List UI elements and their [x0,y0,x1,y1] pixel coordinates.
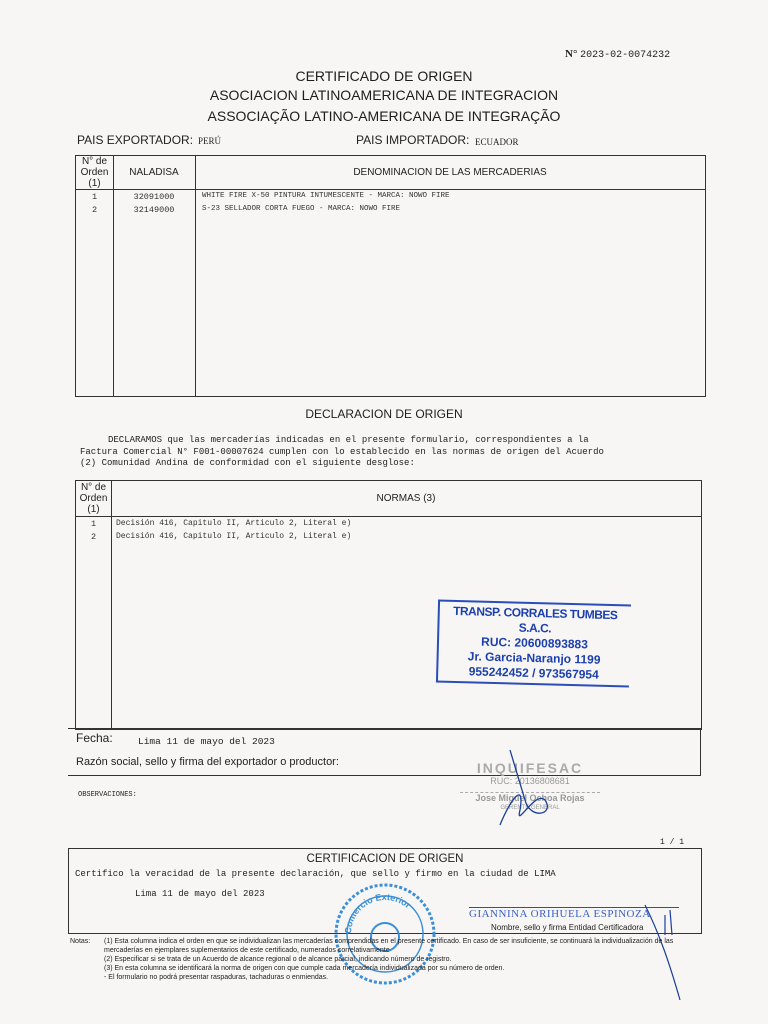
title-aladi-es: ASOCIACION LATINOAMERICANA DE INTEGRACION [209,87,559,103]
header-naladisa: NALADISA [129,167,179,178]
declaration-line: (2) Comunidad Andina de conformidad con el siguiente desglose: [80,458,415,468]
header-orden: N° de Orden (1) [80,156,109,189]
row-desc: WHITE FIRE X-50 PINTURA INTUMESCENTE - MARCA: NOWO FIRE [202,192,450,200]
note-item: (3) En esta columna se identificará la norma de origen con que cumple cada mercadería individualizada por su número de orden. [104,965,505,972]
row-desc: S-23 SELLADOR CORTA FUEGO - MARCA: NOWO FIRE [202,205,401,213]
row-naladisa: 32091000 [133,192,175,202]
importer-value: ECUADOR [475,137,519,147]
note-item: - El formulario no podrá presentar raspaduras, tachaduras o enmiendas. [104,974,329,981]
notes-label: Notas: [70,938,91,945]
notes-list [104,937,700,982]
declaration-line: DECLARAMOS que las mercaderías indicadas en el presente formulario, correspondientes a la [108,435,589,445]
importer-label: PAIS IMPORTADOR: [356,133,470,147]
header-orden: N° de Orden (1) [79,482,108,515]
declaration-text [80,435,604,470]
note-item: (1) Esta columna indica el orden en que se individualizan las mercaderías comprendidas en el presente certificado. En caso de ser insuficiente, se continuará la individualización de las mercaderías en ejemplares suplementarios de este certificado, numerados correlativamente [104,938,674,954]
row-naladisa: 32149000 [133,205,175,215]
exporter-stamp-name: Jose Miguel Ochoa Rojas [460,792,600,804]
exporter-value: PERÚ [198,136,222,146]
row-orden: 1 [91,192,98,202]
stamp-phone: 955242452 / 973567954 [468,664,599,682]
header-normas: NORMAS (3) [376,493,436,504]
exporter-stamp-company: INQUIFESAC [476,760,584,776]
fecha-label: Fecha: [76,731,113,745]
declaration-title: DECLARACION DE ORIGEN [305,407,463,421]
exporter-stamp-ruc: RUC: 20136808681 [490,776,570,786]
row-norma: Decisión 416, Capitulo II, Articulo 2, Literal e) [116,519,352,528]
fecha-box [68,728,701,776]
certification-date: Lima 11 de mayo del 2023 [135,889,265,899]
company-stamp [436,599,631,687]
certifier-name: GIANNINA ORIHUELA ESPINOZA [469,907,679,921]
razon-social-label: Razón social, sello y firma del exportador o productor: [76,756,339,768]
row-orden: 1 [90,519,97,529]
stamp-address: Jr. Garcia-Naranjo 1199 [467,649,601,667]
page-count: 1 / 1 [660,838,685,847]
header-denominacion: DENOMINACION DE LAS MERCADERIAS [353,167,547,178]
row-orden: 2 [91,205,98,215]
declaration-line: Factura Comercial N° F001-00007624 cumplen con lo establecido en las normas de origen del Acuerdo [80,446,604,457]
certifier-label: Nombre, sello y firma Entidad Certificadora [491,923,644,932]
goods-table [75,155,706,397]
fecha-value: Lima 11 de mayo del 2023 [138,736,275,747]
certification-title: CERTIFICACION DE ORIGEN [306,853,464,865]
exporter-label: PAIS EXPORTADOR: [77,133,194,147]
certificate-number [565,48,670,61]
stamp-ruc: RUC: 20600893883 [480,634,589,652]
stamp-company: TRANSP. CORRALES TUMBES S.A.C. [452,603,618,636]
cert-number-value: 2023-02-0074232 [580,50,671,61]
title-certificado: CERTIFICADO DE ORIGEN [295,68,473,84]
seal-text: Comercio Exterior [342,891,413,935]
exporter-stamp-role: GERENTE GENERAL [500,805,560,811]
cert-number-label: N° [565,48,578,60]
exporter-signature-icon [480,740,560,830]
title-aladi-pt: ASSOCIAÇÃO LATINO-AMERICANA DE INTEGRAÇÃO [207,108,561,124]
observaciones-label: OBSERVACIONES: [78,791,137,799]
row-norma: Decisión 416, Capitulo II, Articulo 2, Literal e) [116,532,352,541]
certification-text: Certifico la veracidad de la presente declaración, que sello y firmo en la ciudad de LIMA [75,869,556,879]
row-orden: 2 [90,532,97,542]
note-item: (2) Especificar si se trata de un Acuerdo de alcance regional o de alcance parcial, indicando número de registro. [104,956,452,963]
